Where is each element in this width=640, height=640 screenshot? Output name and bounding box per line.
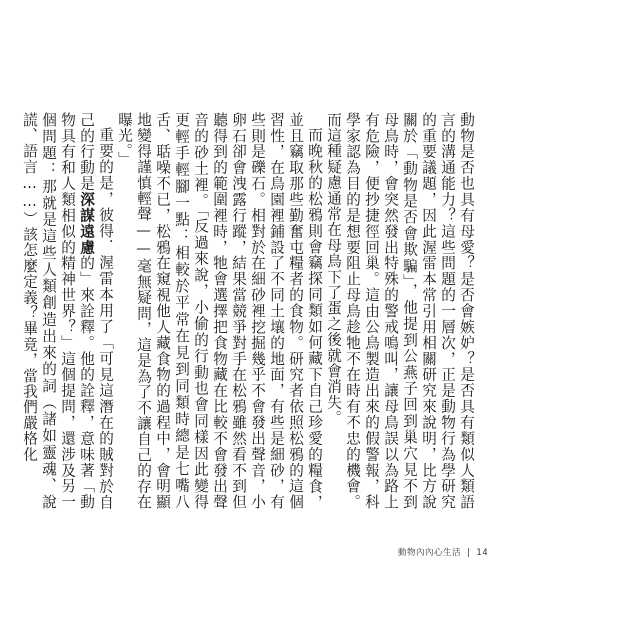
paragraph-3-text-before: 重要的是，彼得．渥雷本用了「可見這潛在的賊對於自己的行動是 [78, 112, 114, 510]
paragraph-3-text-after: 的」來詮釋。他的詮釋，意味著「動物具有和人類相似的精神世界？」這個提問，還涉及另一個問題：那就是這些人類創造出來的詞（諸如靈魂、說謊、語言……）該怎麼定義？畢竟，當我們嚴格化 [21, 112, 95, 511]
body-text [20, 112, 476, 510]
footer-separator: | [467, 548, 471, 558]
paragraph-1: 動物是否也具有母愛？是否會嫉妒？是否具有類似人類語言的溝通能力？這些問題的一層次，正是動物行為學研究的重要議題，因此渥雷本常引用相關研究來說明，比方說關於「動物是否會欺騙」，他提到公燕子回到巢穴見不到母鳥時，會突然發出特殊的警戒鳴叫，讓母鳥誤以為路上有危險，便抄捷徑回巢。這由公鳥製造出來的假警報，科學家認為目的是想要阻止母鳥趁牠不在時有不忠的機會。而這種疑慮通常在母鳥下了蛋之後就會消失。 [325, 112, 475, 510]
emphasized-phrase: 深謀遠慮 [78, 191, 95, 256]
paragraph-2 [115, 112, 324, 510]
page-number: 14 [476, 548, 489, 558]
paragraph-2-text: 而晚秋的松鴉則會竊探同類如何藏下自己珍愛的糧食，並且竊取那些勤奮屯糧者的食物。研究者依照松鴉的這個習性，在鳥園裡鋪設了不同土壤的地面，有些是細砂，有些則是礫石。相對於在細砂裡挖掘幾乎不會發出聲音，小卵石卻會洩露行蹤，結果當競爭對手在松鴉雖然看不到但聽得到的範圍裡時，牠會選擇把食物藏在比較不會發出聲音的砂土裡。「反過來說，小偷的行動也會同樣因此變得更輕手輕腳一點：相較於平常在見到同類時總是七嘴八舌、聒噪不已，松鴉在窺視他人藏食物的過程中，會明顯地變得謹慎輕聲——毫無疑問，這是為了不讓自己的存在曝光。」 [116, 112, 323, 510]
page-footer [398, 546, 488, 558]
running-title: 動物內內心生活 [398, 548, 462, 558]
paragraph-3 [20, 112, 115, 510]
